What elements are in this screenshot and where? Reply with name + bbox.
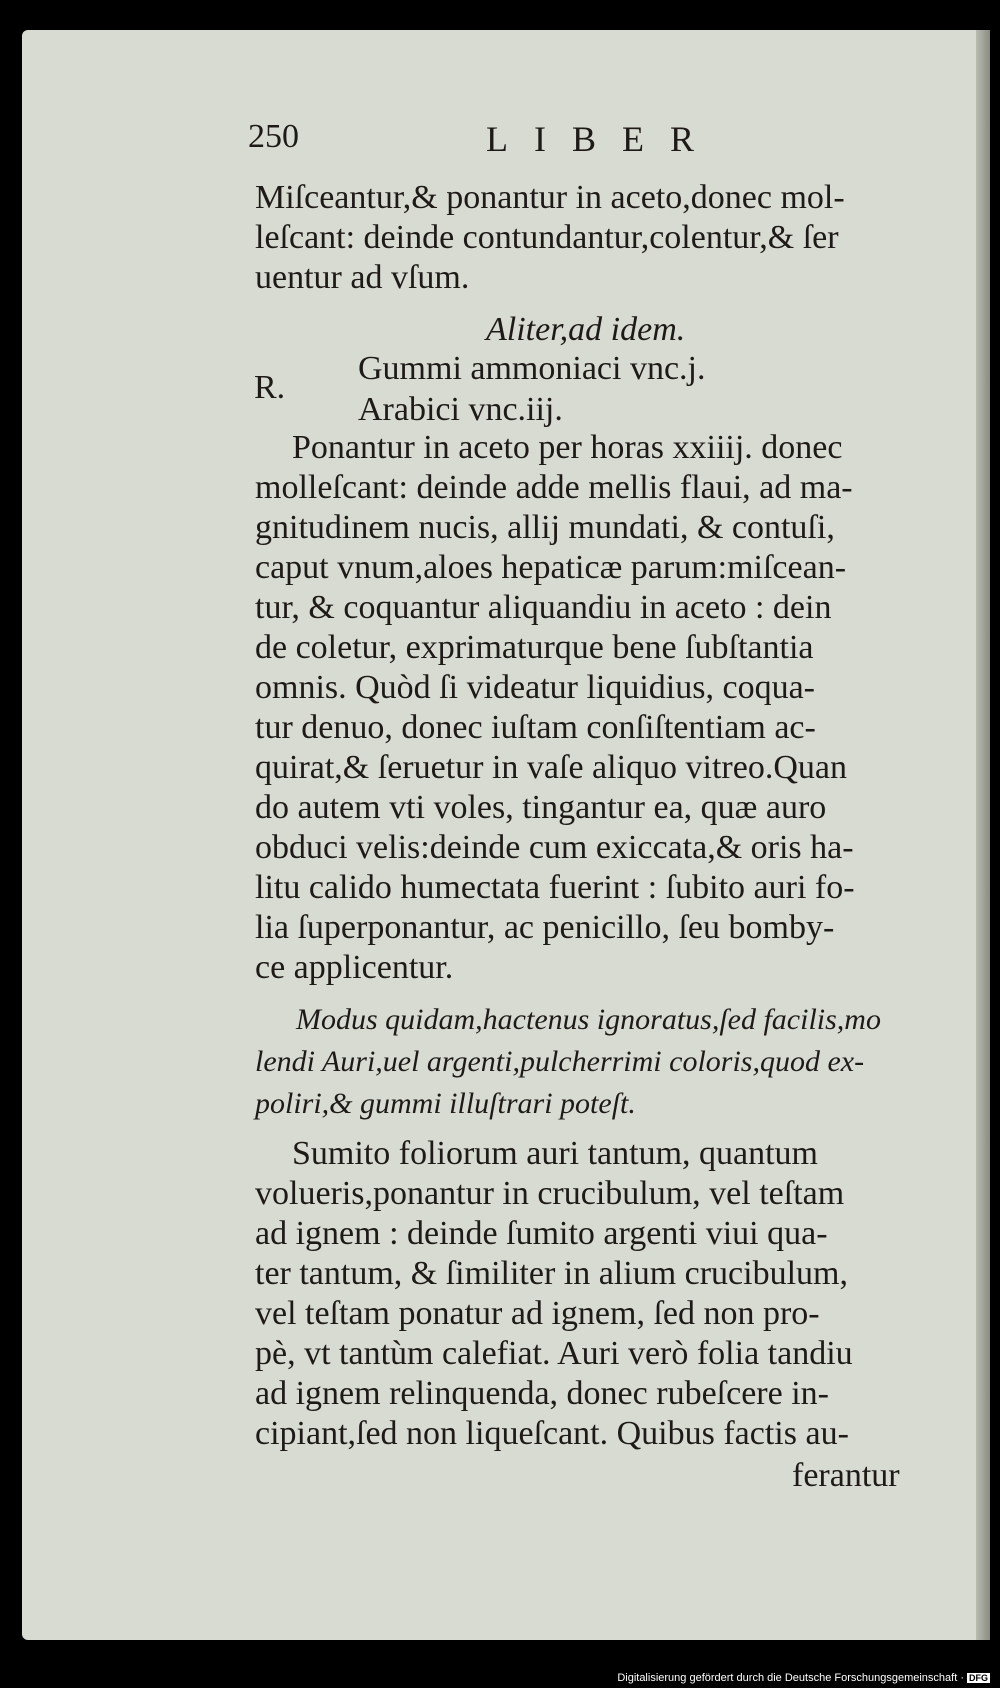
text-line: molleſcant: deinde adde mellis flaui, ad ma- <box>255 469 853 506</box>
text-line: Gummi ammoniaci vnc.j. <box>358 350 706 387</box>
footer-credit-text: Digitalisierung gefördert durch die Deutsche Forschungsgemeinschaft · <box>617 1672 964 1684</box>
text-line: omnis. Quòd ſi videatur liquidius, coqua- <box>255 669 815 706</box>
text-line: gnitudinem nucis, allij mundati, & contuſi, <box>255 509 835 546</box>
text-line: litu calido humectata fuerint : ſubito auri fo- <box>255 869 855 906</box>
footer-credit <box>617 1672 990 1684</box>
text-line: ter tantum, & ſimiliter in alium crucibulum, <box>255 1255 848 1292</box>
text-line: lia ſuperponantur, ac penicillo, ſeu bomby- <box>255 909 835 946</box>
recipe-mark: R. <box>254 369 286 406</box>
section-heading: Aliter,ad idem. <box>486 311 686 348</box>
text-line: caput vnum,aloes hepaticæ parum:miſcean- <box>255 549 847 586</box>
page-number: 250 <box>248 118 299 155</box>
page-header <box>248 118 758 162</box>
text-line: ad ignem : deinde ſumito argenti viui qua- <box>255 1215 828 1252</box>
section-heading: lendi Auri,uel argenti,pulcherrimi coloris,quod ex- <box>255 1045 865 1078</box>
text-line: do autem vti voles, tingantur ea, quæ auro <box>255 789 827 826</box>
running-head: LIBER <box>486 119 720 159</box>
section-heading: Modus quidam,hactenus ignoratus,ſed facilis,mo <box>296 1003 881 1036</box>
section-heading: poliri,& gummi illuſtrari poteſt. <box>255 1087 636 1120</box>
text-line: leſcant: deinde contundantur,colentur,& ſer <box>255 219 839 256</box>
text-line: Sumito foliorum auri tantum, quantum <box>292 1135 819 1172</box>
page-edge <box>976 30 990 1640</box>
text-line: ad ignem relinquenda, donec rubeſcere in- <box>255 1375 829 1412</box>
catchword: ferantur <box>792 1457 900 1494</box>
text-line: Arabici vnc.iij. <box>358 391 563 428</box>
text-line: vel teſtam ponatur ad ignem, ſed non pro- <box>255 1295 820 1332</box>
text-line: tur denuo, donec iuſtam conſiſtentiam ac- <box>255 709 816 746</box>
text-line: Miſceantur,& ponantur in aceto,donec mol- <box>255 179 845 216</box>
text-line: cipiant,ſed non liqueſcant. Quibus factis au- <box>255 1415 849 1452</box>
text-line: tur, & coquantur aliquandiu in aceto : dein <box>255 589 832 626</box>
text-line: quirat,& ſeruetur in vaſe aliquo vitreo.Quan <box>255 749 847 786</box>
text-line: Ponantur in aceto per horas xxiiij. donec <box>292 429 843 466</box>
text-line: de coletur, exprimaturque bene ſubſtantia <box>255 629 814 666</box>
dfg-logo: DFG <box>969 1673 988 1683</box>
text-line: ce applicentur. <box>255 949 454 986</box>
text-line: uentur ad vſum. <box>255 259 470 296</box>
text-line: pè, vt tantùm calefiat. Auri verò folia tandiu <box>255 1335 853 1372</box>
text-line: volueris,ponantur in crucibulum, vel teſtam <box>255 1175 845 1212</box>
text-line: obduci velis:deinde cum exiccata,& oris ha- <box>255 829 854 866</box>
